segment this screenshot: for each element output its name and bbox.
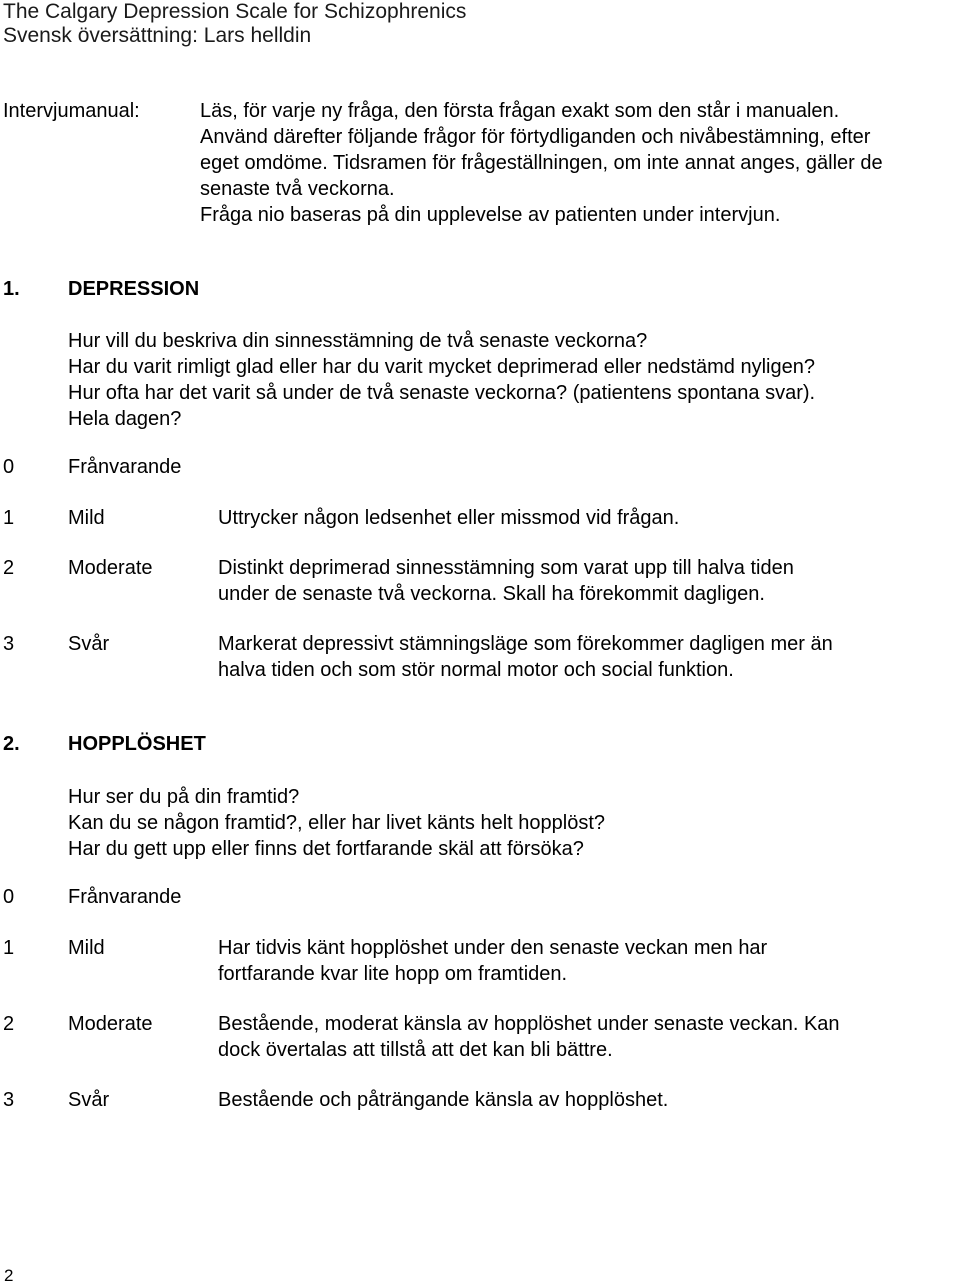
- question: Har du varit rimligt glad eller har du varit mycket deprimerad eller nedstämd nyligen?: [68, 356, 815, 378]
- section-number: 2.: [3, 733, 20, 755]
- rating-description-line: halva tiden och som stör normal motor och social funktion.: [218, 659, 734, 681]
- rating-description-line: Bestående och påträngande känsla av hopplöshet.: [218, 1089, 669, 1111]
- rating-score: 3: [3, 1089, 15, 1111]
- rating-description: [218, 505, 679, 531]
- rating-description: [218, 555, 794, 607]
- rating-description-line: Distinkt deprimerad sinnesstämning som varat upp till halva tiden: [218, 557, 794, 579]
- rating-level: Moderate: [68, 557, 153, 579]
- manual-label: Intervjumanual:: [3, 100, 140, 122]
- rating-description: [218, 1011, 840, 1063]
- question-list: [68, 328, 815, 432]
- rating-description-line: dock övertalas att tillstå att det kan bli bättre.: [218, 1039, 613, 1061]
- rating-description: [218, 1087, 668, 1113]
- section-title-depression: DEPRESSION: [68, 278, 200, 300]
- rating-score: 0: [3, 886, 15, 908]
- rating-description-line: fortfarande kvar lite hopp om framtiden.: [218, 963, 568, 985]
- section-title-hopplöshet: HOPPLÖSHET: [68, 733, 206, 755]
- manual-line: Läs, för varje ny fråga, den första frågan exakt som den står i manualen.: [200, 100, 840, 122]
- rating-level: Frånvarande: [68, 886, 182, 908]
- rating-score: 0: [3, 456, 15, 478]
- rating-description-line: Markerat depressivt stämningsläge som förekommer dagligen mer än: [218, 633, 833, 655]
- manual-instructions: [200, 98, 883, 228]
- rating-score: 1: [3, 507, 15, 529]
- manual-line: senaste två veckorna.: [200, 178, 395, 200]
- rating-score: 1: [3, 937, 15, 959]
- document-title: The Calgary Depression Scale for Schizophrenics: [3, 0, 467, 23]
- rating-description-line: Har tidvis känt hopplöshet under den senaste veckan men har: [218, 937, 768, 959]
- manual-line: Använd därefter följande frågor för förtydliganden och nivåbestämning, efter: [200, 126, 871, 148]
- rating-score: 2: [3, 1013, 15, 1035]
- question: Har du gett upp eller finns det fortfarande skäl att försöka?: [68, 838, 584, 860]
- question-list: [68, 784, 605, 862]
- rating-description-line: Uttrycker någon ledsenhet eller missmod vid frågan.: [218, 507, 680, 529]
- question: Hela dagen?: [68, 408, 182, 430]
- rating-description: [218, 935, 767, 987]
- section-number: 1.: [3, 278, 20, 300]
- rating-description-line: Bestående, moderat känsla av hopplöshet under senaste veckan. Kan: [218, 1013, 840, 1035]
- translator-credit: Svensk översättning: Lars helldin: [3, 24, 312, 47]
- rating-score: 2: [3, 557, 15, 579]
- rating-description-line: under de senaste två veckorna. Skall ha förekommit dagligen.: [218, 583, 765, 605]
- rating-level: Mild: [68, 937, 105, 959]
- manual-line: Fråga nio baseras på din upplevelse av patienten under intervjun.: [200, 204, 781, 226]
- page-number: 2: [4, 1266, 14, 1285]
- rating-level: Svår: [68, 1089, 110, 1111]
- rating-description: [218, 631, 833, 683]
- rating-level: Frånvarande: [68, 456, 182, 478]
- rating-level: Mild: [68, 507, 105, 529]
- question: Hur ser du på din framtid?: [68, 786, 300, 808]
- question: Kan du se någon framtid?, eller har livet känts helt hopplöst?: [68, 812, 605, 834]
- question: Hur ofta har det varit så under de två senaste veckorna? (patientens spontana svar).: [68, 382, 816, 404]
- question: Hur vill du beskriva din sinnesstämning de två senaste veckorna?: [68, 330, 648, 352]
- rating-score: 3: [3, 633, 15, 655]
- manual-line: eget omdöme. Tidsramen för frågeställningen, om inte annat anges, gäller de: [200, 152, 883, 174]
- rating-level: Svår: [68, 633, 110, 655]
- rating-level: Moderate: [68, 1013, 153, 1035]
